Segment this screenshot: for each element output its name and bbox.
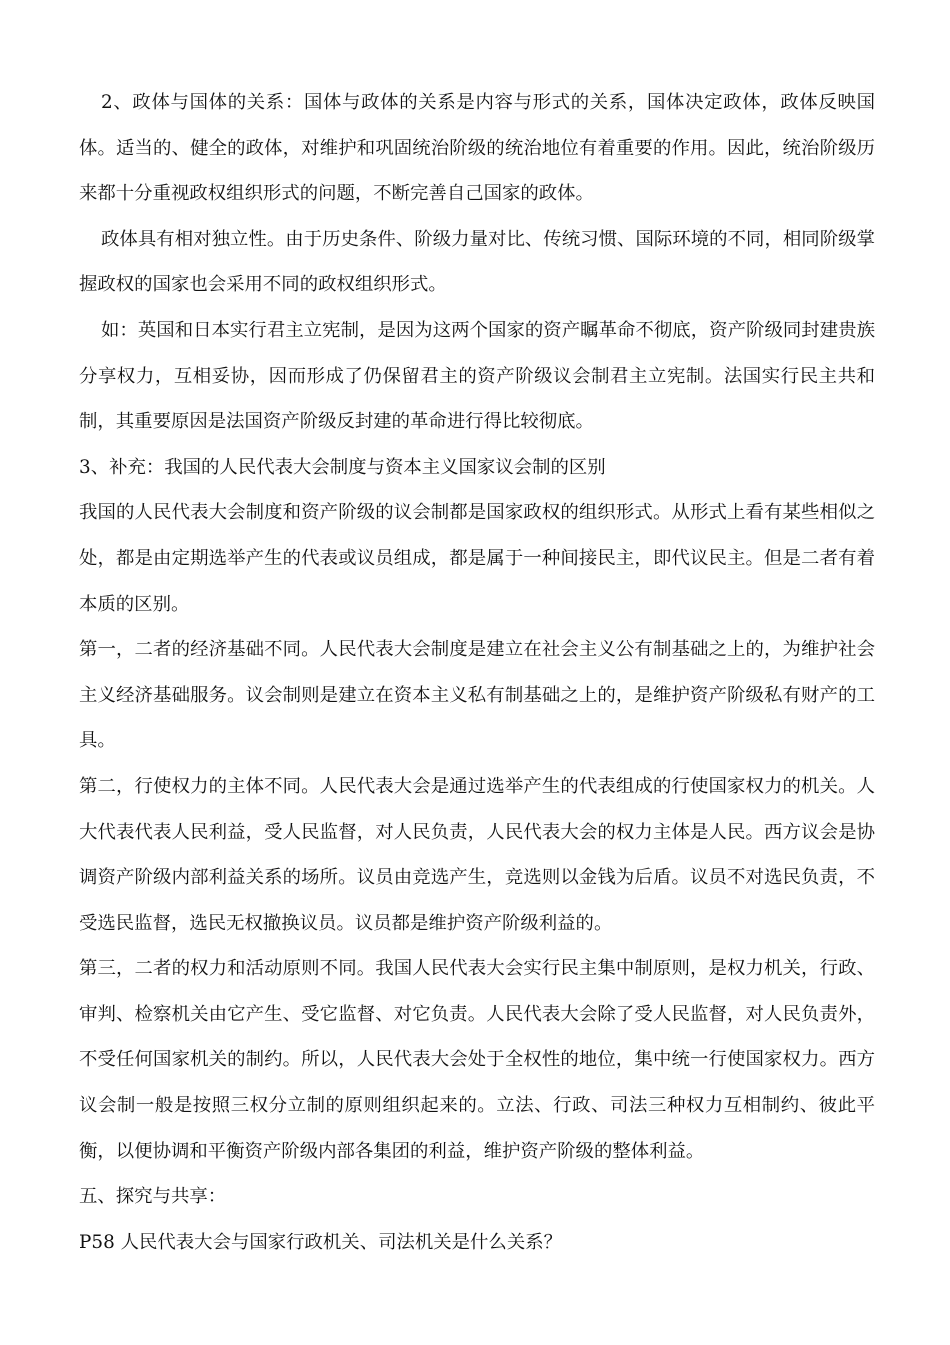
section-heading-explore-share: 五、探究与共享： (79, 1186, 227, 1208)
paragraph-comparison-intro: 我国的人民代表大会制度和资产阶级的议会制都是国家政权的组织形式。从形式上看有某些相似之处，都是由定期选举产生的代表或议员组成，都是属于一种间接民主，即代议民主。但是二者有着本质的区别。 (79, 502, 875, 615)
paragraph-example-uk-japan-france: 如：英国和日本实行君主立宪制，是因为这两个国家的资产瞩革命不彻底，资产阶级同封建贵族分享权力，互相妥协，因而形成了仍保留君主的资产阶级议会制君主立宪制。法国实行民主共和制，其重要原因是法国资产阶级反封建的革命进行得比较彻底。 (79, 319, 875, 433)
paragraph-third-difference: 第三，二者的权力和活动原则不同。我国人民代表大会实行民主集中制原则，是权力机关，行政、审判、检察机关由它产生、受它监督、对它负责。人民代表大会除了受人民监督，对人民负责外，不受任何国家机关的制约。所以，人民代表大会处于全权性的地位，集中统一行使国家权力。西方议会制一般是按照三权分立制的原则组织起来的。立法、行政、司法三种权力互相制约、彼此平衡，以便协调和平衡资产阶级内部各集团的利益，维护资产阶级的整体利益。 (79, 958, 875, 1162)
document-page (79, 80, 875, 1265)
paragraph-regime-independence: 政体具有相对独立性。由于历史条件、阶级力量对比、传统习惯、国际环境的不同，相同阶级掌握政权的国家也会采用不同的政权组织形式。 (79, 228, 875, 296)
question-p58: P58 人民代表大会与国家行政机关、司法机关是什么关系？ (79, 1231, 562, 1253)
section-heading-supplement: 3、补充：我国的人民代表大会制度与资本主义国家议会制的区别 (79, 456, 606, 478)
paragraph-second-difference: 第二，行使权力的主体不同。人民代表大会是通过选举产生的代表组成的行使国家权力的机关。人大代表代表人民利益，受人民监督，对人民负责，人民代表大会的权力主体是人民。西方议会是协调资产阶级内部利益关系的场所。议员由竞选产生，竞选则以金钱为后盾。议员不对选民负责，不受选民监督，选民无权撤换议员。议员都是维护资产阶级利益的。 (79, 775, 875, 934)
paragraph-first-difference: 第一，二者的经济基础不同。人民代表大会制度是建立在社会主义公有制基础之上的，为维护社会主义经济基础服务。议会制则是建立在资本主义私有制基础之上的，是维护资产阶级私有财产的工具。 (79, 639, 875, 752)
paragraph-regime-relation: 2、政体与国体的关系：国体与政体的关系是内容与形式的关系，国体决定政体，政体反映国体。适当的、健全的政体，对维护和巩固统治阶级的统治地位有着重要的作用。因此，统治阶级历来都十分重视政权组织形式的问题，不断完善自己国家的政体。 (79, 92, 875, 205)
